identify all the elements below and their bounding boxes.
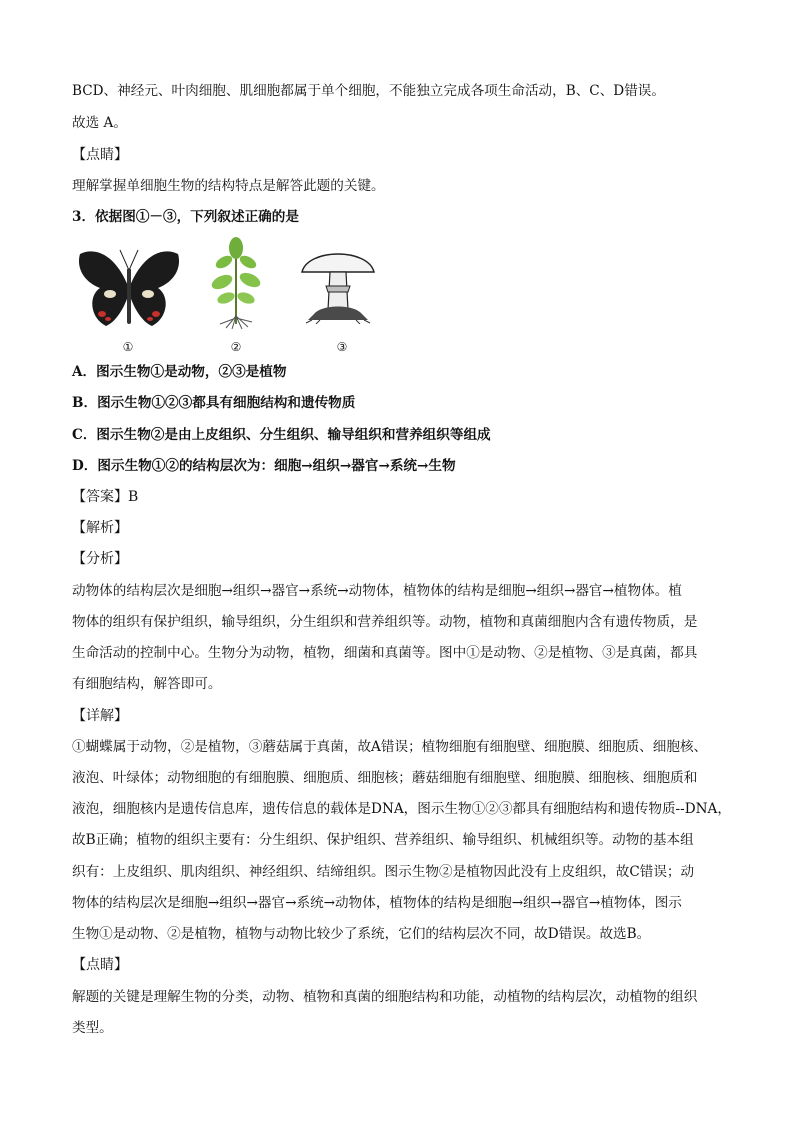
text-line: ①蝴蝶属于动物，②是植物，③蘑菇属于真菌，故A错误；植物细胞有细胞壁、细胞膜、细胞质、细胞核、: [72, 739, 708, 755]
section-heading: 【点睛】: [72, 957, 128, 973]
section-heading: 【解析】: [72, 520, 128, 536]
mushroom-image: [298, 242, 378, 324]
text-line: 解题的关键是理解生物的分类，动物、植物和真菌的细胞结构和功能，动植物的结构层次，动植物的组织: [72, 989, 698, 1005]
plant-image: [206, 234, 266, 330]
option-c: C．图示生物②是由上皮组织、分生组织、输导组织和营养组织等组成: [72, 427, 491, 443]
section-heading: 【分析】: [72, 551, 128, 567]
text-line: 有细胞结构，解答即可。: [72, 676, 222, 692]
text-line: 物体的组织有保护组织，输导组织，分生组织和营养组织等。动物，植物和真菌细胞内含有遗传物质，是: [72, 614, 698, 630]
text-line: 液泡、叶绿体；动物细胞的有细胞膜、细胞质、细胞核；蘑菇细胞有细胞壁、细胞膜、细胞核、细胞质和: [72, 770, 698, 786]
answer-line: 【答案】B: [72, 489, 139, 505]
text-line: 物体的结构层次是细胞→组织→器官→系统→动物体，植物体的结构是细胞→组织→器官→植物体，图示: [72, 895, 682, 911]
text-line: BCD、神经元、叶肉细胞、肌细胞都属于单个细胞，不能独立完成各项生命活动，B、C、D错误。: [72, 83, 665, 99]
text-line: 生物①是动物、②是植物，植物与动物比较少了系统，它们的结构层次不同，故D错误。故选B。: [72, 926, 651, 942]
text-line: 故选 A。: [72, 115, 127, 131]
text-line: 故B正确；植物的组织主要有：分生组织、保护组织、营养组织、输导组织、机械组织等。动物的基本组: [72, 832, 694, 848]
text-line: 理解掌握单细胞生物的结构特点是解答此题的关键。: [72, 178, 385, 194]
option-d: D．图示生物①②的结构层次为：细胞→组织→器官→系统→生物: [72, 458, 456, 474]
text-line: 类型。: [72, 1020, 113, 1036]
option-b: B．图示生物①②③都具有细胞结构和遗传物质: [72, 395, 356, 411]
butterfly-image: [76, 246, 182, 332]
figure-caption-2: ②: [230, 340, 242, 354]
section-heading: 【点睛】: [72, 147, 128, 163]
figure-caption-3: ③: [336, 340, 348, 354]
text-line: 动物体的结构层次是细胞→组织→器官→系统→动物体，植物体的结构是细胞→组织→器官→植物体。植: [72, 583, 682, 599]
question-title: 3．依据图①－③，下列叙述正确的是: [72, 209, 299, 225]
question-figures: [76, 230, 396, 355]
text-line: 织有：上皮组织、肌肉组织、神经组织、结缔组织。图示生物②是植物因此没有上皮组织，故C错误；动: [72, 864, 695, 880]
section-heading: 【详解】: [72, 708, 128, 724]
text-line: 液泡，细胞核内是遗传信息库，遗传信息的载体是DNA，图示生物①②③都具有细胞结构和遗传物质--DNA，: [72, 801, 731, 817]
figure-caption-1: ①: [122, 340, 134, 354]
option-a: A．图示生物①是动物，②③是植物: [72, 364, 287, 380]
text-line: 生命活动的控制中心。生物分为动物，植物，细菌和真菌等。图中①是动物、②是植物、③是真菌，都具: [72, 645, 698, 661]
